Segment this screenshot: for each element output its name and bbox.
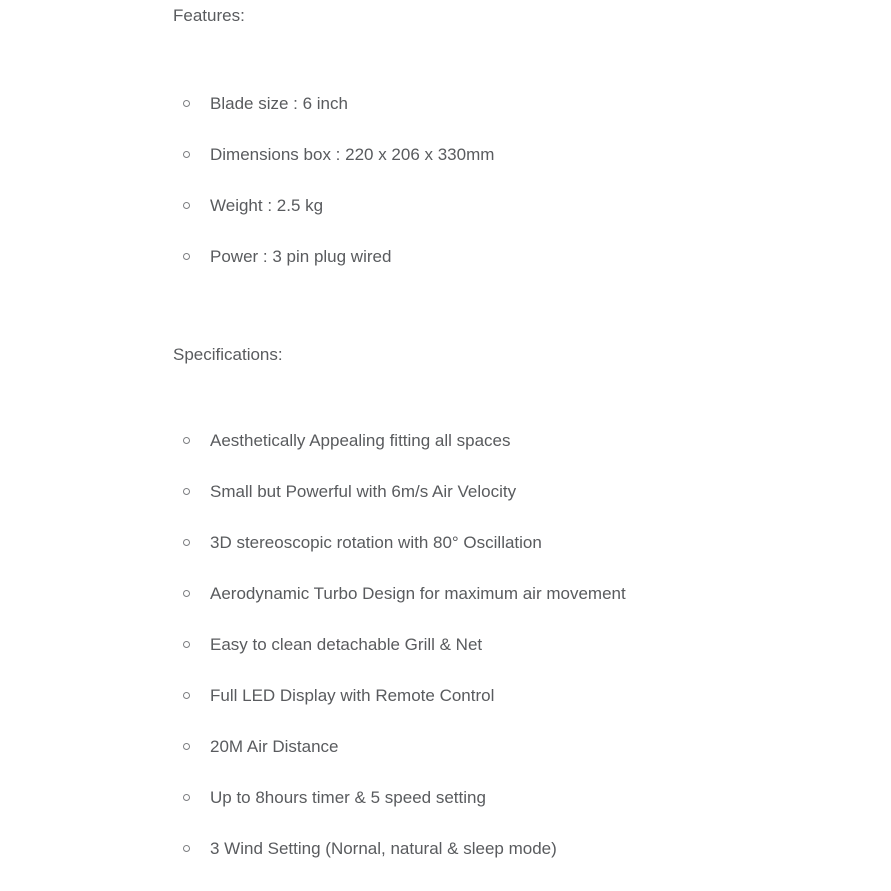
circle-bullet-icon [183, 692, 190, 699]
circle-bullet-icon [183, 488, 190, 495]
list-item-text: 20M Air Distance [210, 737, 339, 756]
list-item-text: Dimensions box : 220 x 206 x 330mm [210, 145, 495, 164]
list-item-text: Blade size : 6 inch [210, 94, 348, 113]
list-item [210, 839, 891, 859]
list-item [210, 196, 891, 216]
circle-bullet-icon [183, 202, 190, 209]
list-item-text: Easy to clean detachable Grill & Net [210, 635, 483, 654]
list-item [210, 94, 891, 114]
features-list [173, 94, 891, 267]
circle-bullet-icon [183, 437, 190, 444]
circle-bullet-icon [183, 151, 190, 158]
list-item-text: 3D stereoscopic rotation with 80° Oscillation [210, 533, 542, 552]
list-item-text: Small but Powerful with 6m/s Air Velocity [210, 482, 517, 501]
list-item [210, 247, 891, 267]
circle-bullet-icon [183, 539, 190, 546]
list-item [210, 788, 891, 808]
list-item-text: Full LED Display with Remote Control [210, 686, 495, 705]
list-item [210, 431, 891, 451]
list-item [210, 482, 891, 502]
list-item-text: Weight : 2.5 kg [210, 196, 324, 215]
features-heading: Features: [173, 6, 245, 25]
list-item [210, 584, 891, 604]
specifications-heading: Specifications: [173, 345, 283, 364]
list-item-text: Aerodynamic Turbo Design for maximum air movement [210, 584, 626, 603]
list-item [210, 737, 891, 757]
list-item [210, 635, 891, 655]
list-item [210, 686, 891, 706]
circle-bullet-icon [183, 641, 190, 648]
list-item [210, 145, 891, 165]
list-item [210, 533, 891, 553]
list-item-text: 3 Wind Setting (Nornal, natural & sleep mode) [210, 839, 557, 858]
circle-bullet-icon [183, 743, 190, 750]
circle-bullet-icon [183, 845, 190, 852]
list-item-text: Up to 8hours timer & 5 speed setting [210, 788, 486, 807]
specifications-list [173, 431, 891, 859]
list-item-text: Aesthetically Appealing fitting all spaces [210, 431, 511, 450]
circle-bullet-icon [183, 100, 190, 107]
circle-bullet-icon [183, 794, 190, 801]
circle-bullet-icon [183, 253, 190, 260]
circle-bullet-icon [183, 590, 190, 597]
list-item-text: Power : 3 pin plug wired [210, 247, 392, 266]
